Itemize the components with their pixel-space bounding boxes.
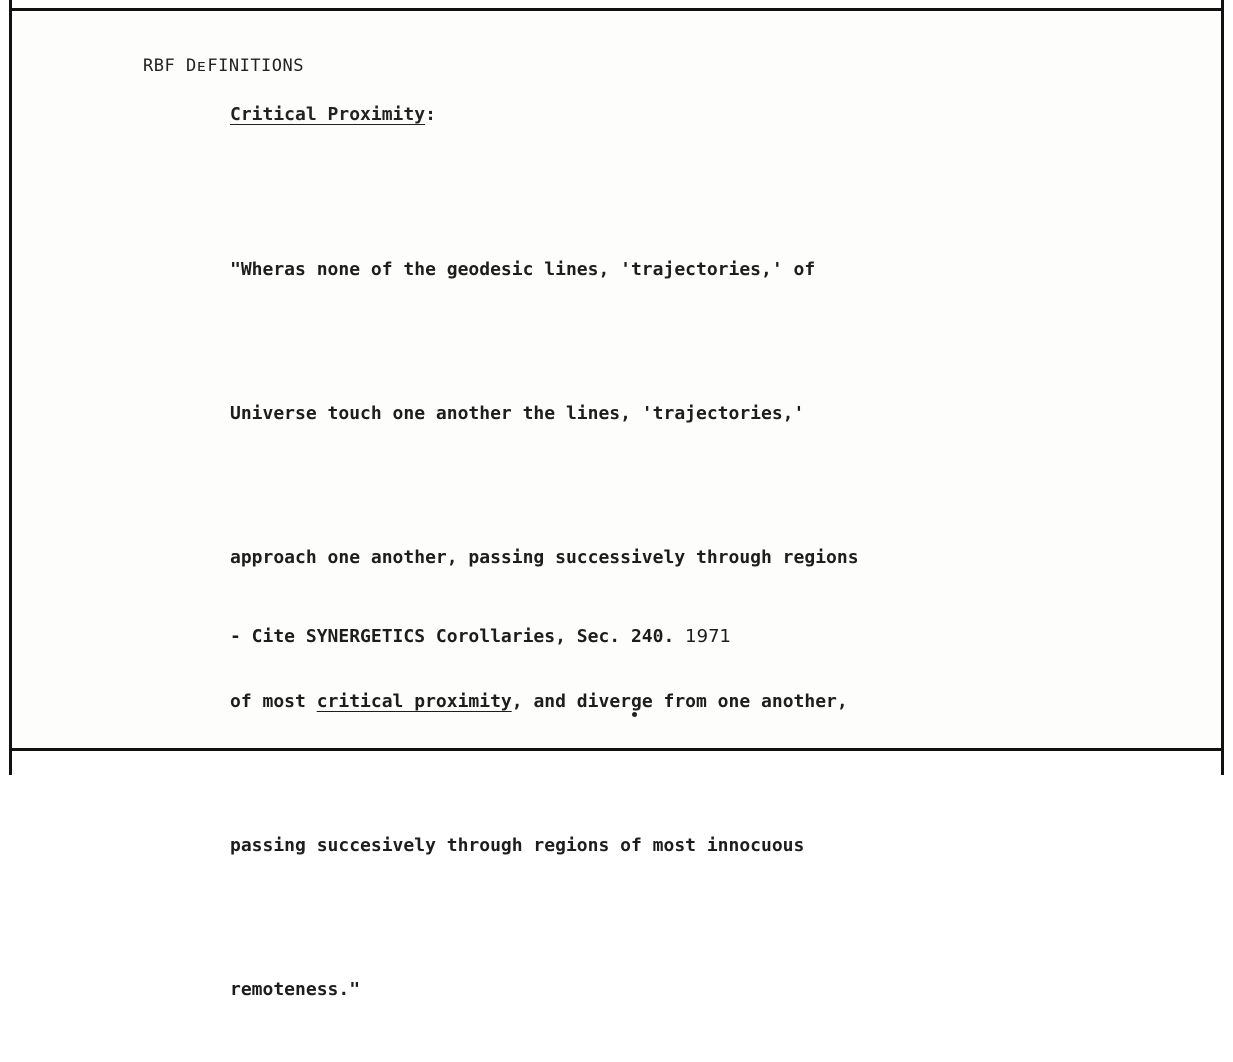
term-heading [230,104,436,125]
page-header: RBF DᴇFINITIONS [143,56,304,76]
quote-line-4-pre: of most [230,691,317,712]
quote-line-2: Universe touch one another the lines, 'trajectories,' [230,403,805,424]
quote-line-5: passing succesively through regions of most innocuous [230,835,805,856]
quote-term-underlined: critical proximity [316,691,512,712]
definition-quote [230,150,859,1062]
page-dot-mark [632,712,637,717]
quote-line-4 [230,678,859,726]
citation-year: 1971 [685,626,731,647]
citation-text: - Cite SYNERGETICS Corollaries, Sec. 240. [230,626,675,647]
quote-line-6: remoteness." [230,979,361,1000]
term-suffix: : [425,104,436,125]
quote-line-1: "Wheras none of the geodesic lines, 'trajectories,' of [230,259,816,280]
quote-line-4-post: , and diverge from one another, [511,691,848,712]
quote-line-3: approach one another, passing successively through regions [230,547,859,568]
term-label: Critical Proximity [230,104,426,125]
citation [230,626,731,647]
